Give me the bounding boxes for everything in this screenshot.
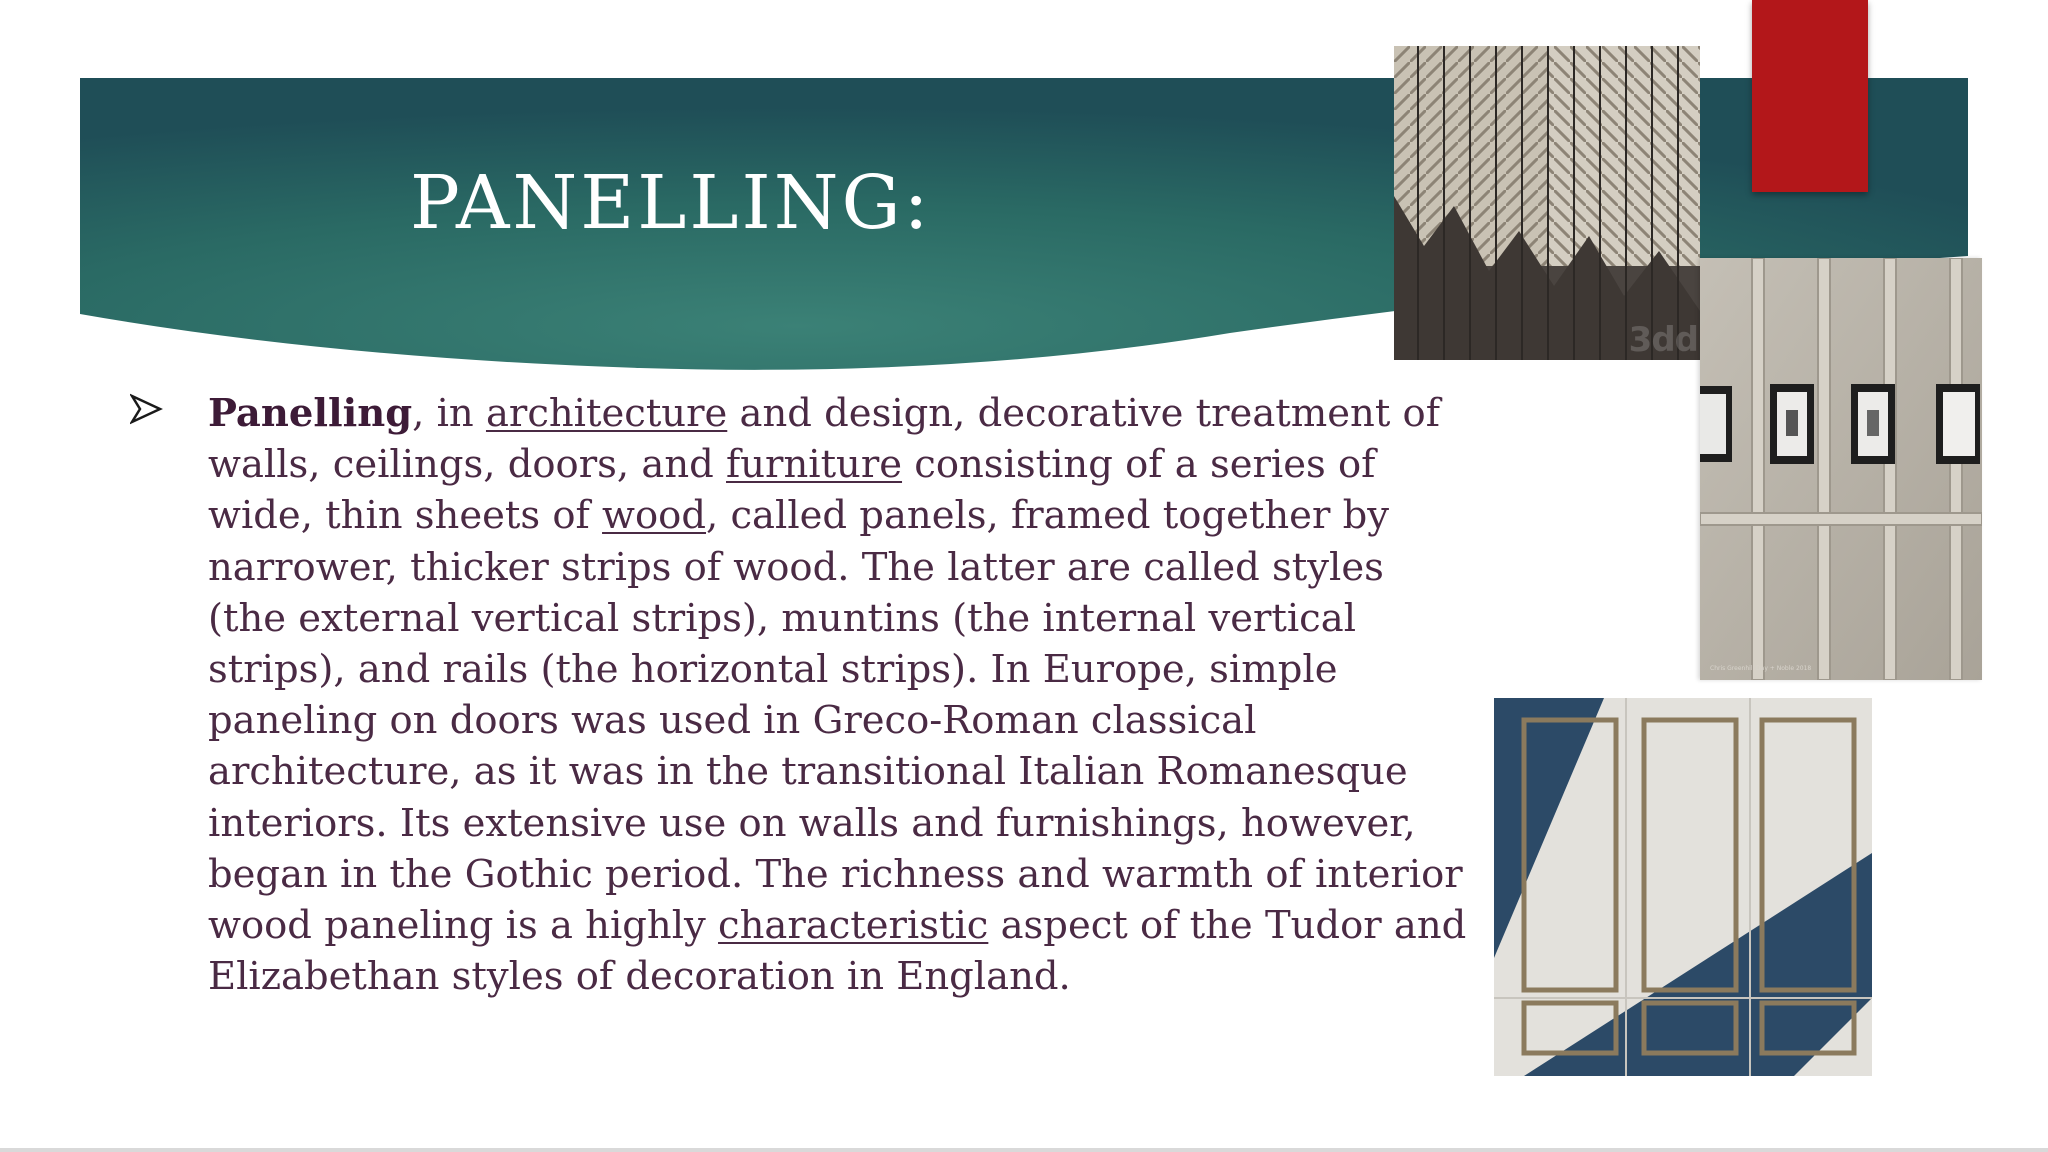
text-run: strips), and rails (the horizontal strips). In Europe, simple: [208, 647, 1338, 693]
text-line: [208, 798, 1498, 849]
text-line: [208, 593, 1498, 644]
inline-link[interactable]: characteristic: [718, 903, 989, 949]
photo-watermark: 3dd: [1628, 320, 1698, 360]
text-run: wide, thin sheets of: [208, 493, 603, 539]
text-run: Elizabethan styles of decoration in England.: [208, 954, 1071, 1000]
text-run: (the external vertical strips), muntins (the internal vertical: [208, 595, 1357, 641]
text-run: , in: [412, 391, 486, 436]
text-line: [208, 900, 1498, 951]
text-line: [208, 746, 1498, 797]
text-line: [208, 695, 1498, 746]
text-run: consisting of a series of: [902, 442, 1376, 488]
inline-link[interactable]: architecture: [485, 391, 728, 436]
text-run: began in the Gothic period. The richness and warmth of interior: [208, 851, 1463, 897]
text-line: [208, 542, 1498, 593]
slide-title: PANELLING:: [410, 160, 932, 246]
text-run: and design, decorative treatment of: [727, 391, 1440, 436]
text-line: [208, 951, 1498, 1002]
photo-caption: Chris Greenhill Day + Noble 2018: [1710, 665, 1812, 672]
text-run: wood paneling is a highly: [208, 903, 719, 949]
body-paragraph: [208, 388, 1498, 1002]
text-line: [208, 439, 1498, 490]
text-run: walls, ceilings, doors, and: [208, 442, 727, 488]
text-run: interiors. Its extensive use on walls and furnishings, however,: [208, 800, 1416, 846]
blue-white-moulding-panels-photo: [1494, 698, 1872, 1076]
framed-pictures-wall-panel-photo: [1700, 258, 1982, 680]
text-line: [208, 388, 1498, 439]
text-run: narrower, thicker strips of wood. The latter are called styles: [208, 544, 1384, 590]
text-run: aspect of the Tudor and: [988, 903, 1467, 949]
red-accent-tab: [1752, 0, 1868, 192]
text-run: paneling on doors was used in Greco-Roman classical: [208, 698, 1257, 744]
text-line: [208, 644, 1498, 695]
text-line: [208, 490, 1498, 541]
inline-link[interactable]: wood: [602, 493, 707, 539]
geometric-wood-panel-photo: [1394, 46, 1700, 360]
text-line: [208, 849, 1498, 900]
text-run: , called panels, framed together by: [706, 493, 1389, 539]
bottom-divider: [0, 1148, 2048, 1152]
text-run: architecture, as it was in the transitional Italian Romanesque: [208, 749, 1408, 795]
arrowhead-bullet-icon: [130, 392, 164, 426]
inline-link[interactable]: furniture: [726, 442, 903, 488]
term-bold: Panelling: [208, 391, 413, 436]
